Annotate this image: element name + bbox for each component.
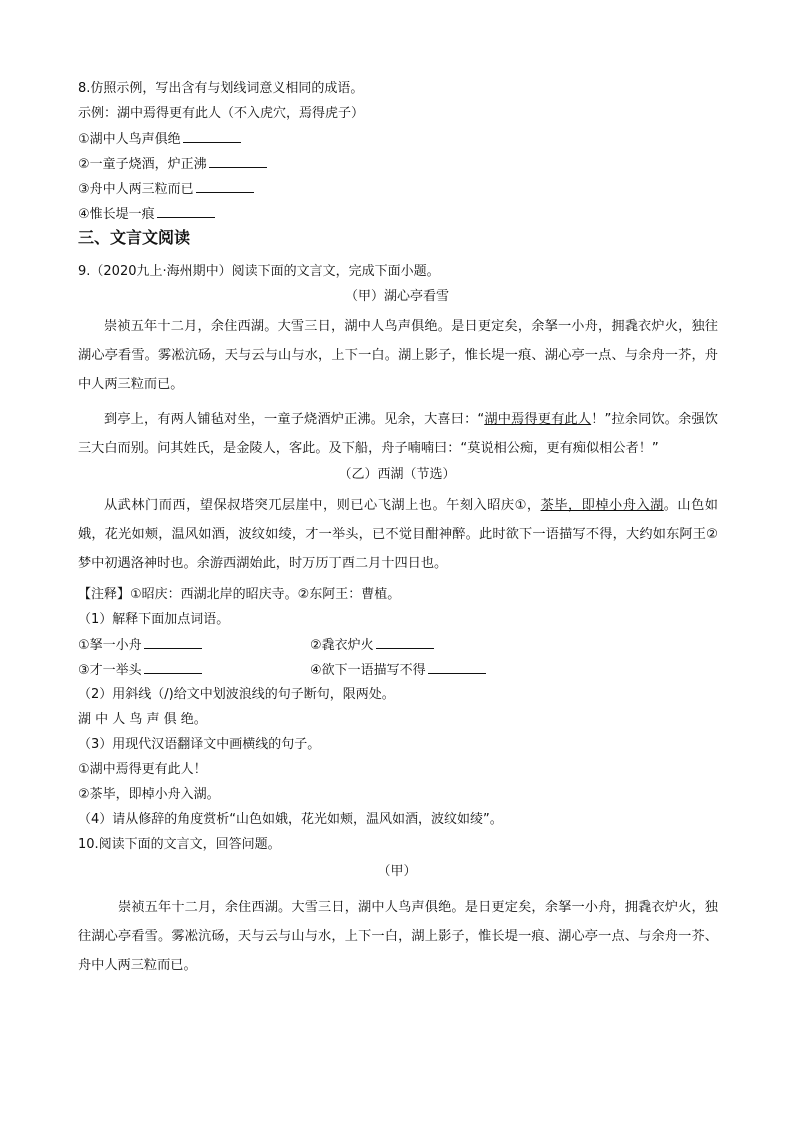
q9-sub4: （4）请从修辞的角度赏析“山色如娥，花光如颊，温风如酒，波纹如绫”。 — [78, 812, 503, 827]
q9-sub2: （2）用斜线（/)给文中划波浪线的句子断句，限两处。 — [78, 687, 395, 702]
q9-yi-title: （乙）西湖（节选） — [338, 467, 456, 482]
q10-jia-title: （甲） — [377, 864, 417, 879]
q9-stem: 9.（2020九上·海州期中）阅读下面的文言文，完成下面小题。 — [78, 264, 440, 279]
q8-item-4: ④惟长堤一痕 — [78, 204, 215, 225]
q9-note: 【注释】①昭庆：西湖北岸的昭庆寺。②东阿王：曹植。 — [78, 587, 401, 602]
q8-stem: 8.仿照示例，写出含有与划线词意义相同的成语。 — [78, 81, 364, 96]
q9-sub3-item-1: ①湖中焉得更有此人！ — [78, 762, 207, 777]
q10-stem: 10.阅读下面的文言文，回答问题。 — [78, 837, 281, 852]
q9-yi-paragraph: 从武林门而西，望保叔塔突兀层崖中，则已心飞湖上也。午刻入昭庆①，茶毕，即棹小舟入湖。山色如娥，花光如颊，温风如酒，波纹如绫，才一举头，已不觉目酣神醉。此时欲下一语描写不得，大约如东阿王②梦中初遇洛神时也。余游西湖始此，时万历丁酉二月十四日也。 — [78, 498, 718, 571]
q9-jia-paragraph-2: 到亭上，有两人铺毡对坐，一童子烧酒炉正沸。见余，大喜曰：“湖中焉得更有此人！”拉余同饮。余强饮三大白而别。问其姓氏，是金陵人，客此。及下船，舟子喃喃曰：“莫说相公痴，更有痴似相公者！” — [78, 412, 718, 456]
q9-sub3: （3）用现代汉语翻译文中画横线的句子。 — [78, 737, 321, 752]
q8-item-1: ①湖中人鸟声俱绝 — [78, 129, 241, 150]
q9-jia-title: （甲）湖心亭看雪 — [344, 289, 449, 304]
section-title: 三、文言文阅读 — [78, 228, 191, 247]
underlined-sentence-1: 湖中焉得更有此人 — [484, 412, 592, 427]
q9-jia-paragraph-1: 崇祯五年十二月，余住西湖。大雪三日，湖中人鸟声俱绝。是日更定矣，余拏一小舟，拥毳衣炉火，独往湖心亭看雪。雾凇沆砀，天与云与山与水，上下一白。湖上影子，惟长堤一痕、湖心亭一点、与余舟一芥，舟中人两三粒而已。 — [78, 319, 718, 392]
q8-item-2: ②一童子烧酒，炉正沸 — [78, 154, 267, 175]
q8-example: 示例：湖中焉得更有此人（不入虎穴，焉得虎子） — [78, 106, 365, 121]
underlined-sentence-2: 茶毕，即棹小舟入湖 — [540, 498, 664, 513]
q10-jia-paragraph: 崇祯五年十二月，余住西湖。大雪三日，湖中人鸟声俱绝。是日更定矣，余拏一小舟，拥毳衣炉火，独往湖心亭看雪。雾凇沆砀，天与云与山与水，上下一白，湖上影子，惟长堤一痕、湖心亭一点、与余舟一芥、舟中人两三粒而已。 — [78, 900, 718, 973]
q9-sub3-item-2: ②茶毕，即棹小舟入湖。 — [78, 787, 220, 802]
q9-sub1: （1）解释下面加点词语。 — [78, 612, 230, 627]
q8-item-3: ③舟中人两三粒而已 — [78, 179, 254, 200]
q9-sub2-sentence: 湖 中 人 鸟 声 俱 绝。 — [78, 712, 207, 727]
q9-sub1-row-2: ③才一举头 ④欲下一语描写不得 — [78, 660, 202, 681]
q9-sub1-row-1: ①拏一小舟 ②毳衣炉火 — [78, 635, 202, 656]
